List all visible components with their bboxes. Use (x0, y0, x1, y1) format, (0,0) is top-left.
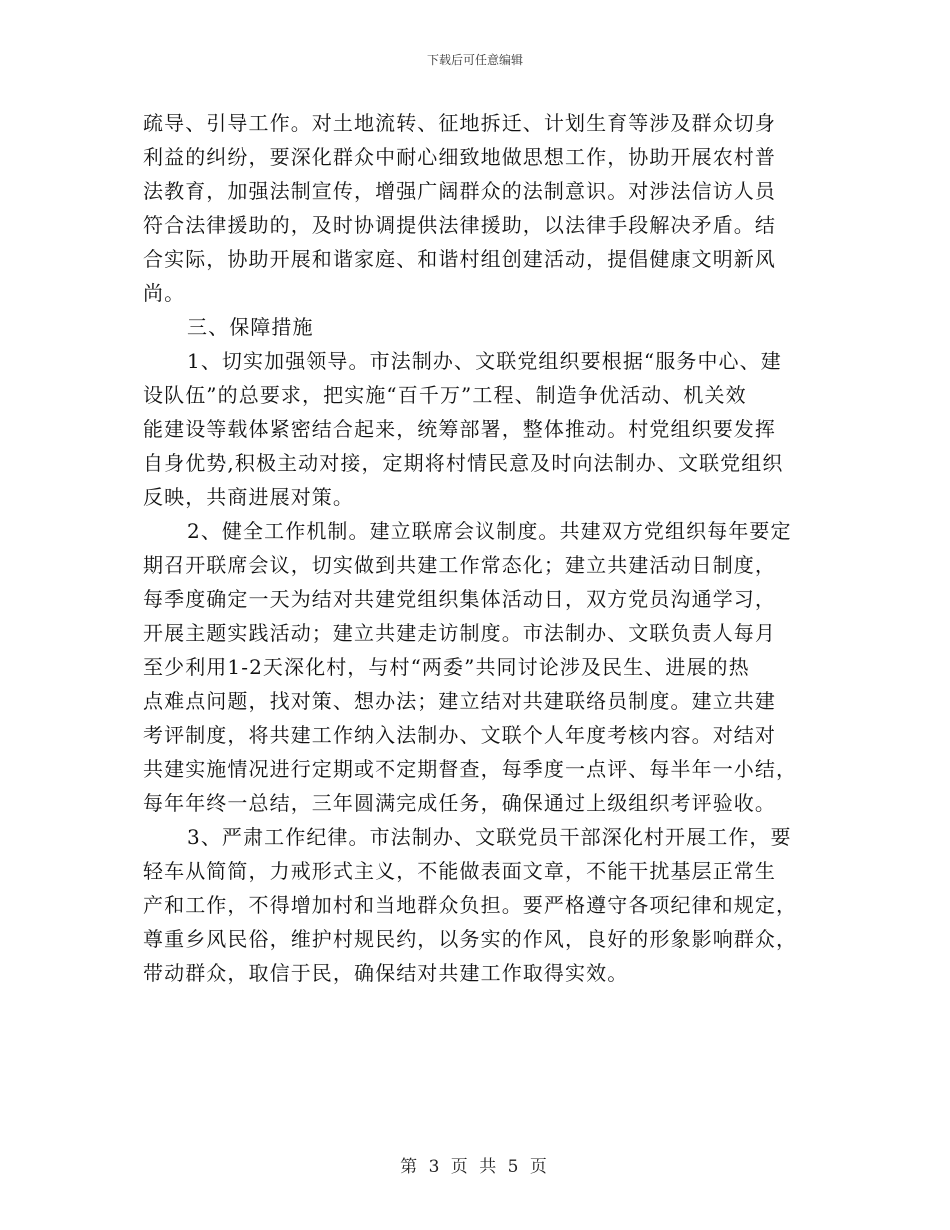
body-line: 设队伍”的总要求，把实施“百千万”工程、制造争优活动、机关效 (143, 383, 747, 407)
body-line: 每季度确定一天为结对共建党组织集体活动日，双方党员沟通学习， (143, 587, 776, 611)
page-number-footer: 第 3 页 共 5 页 (400, 1157, 550, 1177)
body-line: 1、切实加强领导。市法制办、文联党组织要根据“服务中心、建 (187, 349, 782, 373)
body-line: 2、健全工作机制。建立联席会议制度。共建双方党组织每年要定 (187, 519, 792, 543)
body-line: 至少利用1-2天深化村，与村“两委”共同讨论涉及民生、进展的热 (143, 655, 750, 679)
body-line: 点难点问题，找对策、想办法；建立结对共建联络员制度。建立共建 (143, 689, 776, 713)
body-line: 尊重乡风民俗，维护村规民约，以务实的作风，良好的形象影响群众， (143, 927, 798, 951)
body-line: 轻车从简简，力戒形式主义，不能做表面文章，不能干扰基层正常生 (143, 859, 776, 883)
body-line: 自身优势,积极主动对接，定期将村情民意及时向法制办、文联党组织 (143, 451, 784, 475)
body-line: 尚。 (143, 281, 186, 305)
body-line: 3、严肃工作纪律。市法制办、文联党员干部深化村开展工作，要 (187, 825, 792, 849)
body-line: 法教育，加强法制宣传，增强广阔群众的法制意识。对涉法信访人员 (143, 179, 776, 203)
document-body (143, 106, 808, 990)
body-line: 疏导、引导工作。对土地流转、征地拆迁、计划生育等涉及群众切身 (143, 111, 776, 135)
body-line: 开展主题实践活动；建立共建走访制度。市法制办、文联负责人每月 (143, 621, 776, 645)
body-line: 反映，共商进展对策。 (143, 485, 354, 509)
page-header: 下载后可任意编辑 (426, 53, 523, 67)
body-line: 考评制度，将共建工作纳入法制办、文联个人年度考核内容。对结对 (143, 723, 776, 747)
body-line: 符合法律援助的，及时协调提供法律援助，以法律手段解决矛盾。结 (143, 213, 776, 237)
body-line: 带动群众，取信于民，确保结对共建工作取得实效。 (143, 961, 629, 985)
body-line: 能建设等载体紧密结合起来，统筹部署，整体推动。村党组织要发挥 (143, 417, 776, 441)
body-line: 产和工作，不得增加村和当地群众负担。要严格遵守各项纪律和规定， (143, 893, 798, 917)
body-line: 共建实施情况进行定期或不定期督查，每季度一点评、每半年一小结， (143, 757, 798, 781)
body-line: 利益的纠纷，要深化群众中耐心细致地做思想工作，协助开展农村普 (143, 145, 776, 169)
body-line: 每年年终一总结，三年圆满完成任务，确保通过上级组织考评验收。 (143, 791, 776, 815)
body-line: 期召开联席会议，切实做到共建工作常态化；建立共建活动日制度， (143, 553, 776, 577)
section-heading: 三、保障措施 (187, 315, 314, 339)
body-line: 合实际，协助开展和谐家庭、和谐村组创建活动，提倡健康文明新风 (143, 247, 776, 271)
